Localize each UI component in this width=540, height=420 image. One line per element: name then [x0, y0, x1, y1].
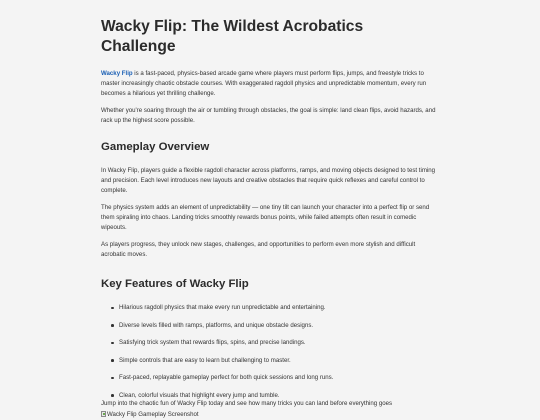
article-content — [101, 0, 439, 420]
page-title: Wacky Flip: The Wildest Acrobatics Challenge — [101, 18, 364, 55]
features-heading: Key Features of Wacky Flip — [101, 278, 249, 290]
broken-image-icon — [101, 411, 106, 417]
intro-paragraph-text: is a fast-paced, physics-based arcade game where players must perform flips, jumps, and freestyle tricks to master increasingly chaotic obstacle courses. With exaggerated ragdoll physics and unpredictable momentum, every run becomes a hilarious yet thrilling challenge. — [101, 70, 427, 97]
gameplay-paragraph-2: The physics system adds an element of unpredictability — one tiny tilt can launch your character into a perfect flip or send them spiraling into chaos. Landing tricks smoothly rewards bonus points, while failed attempts often result in comedic wipeouts. — [101, 204, 430, 231]
gameplay-screenshot-image — [101, 408, 439, 420]
brand-name-link[interactable]: Wacky Flip — [101, 70, 133, 77]
gameplay-paragraph-1: In Wacky Flip, players guide a flexible ragdoll character across platforms, ramps, and moving objects designed to test timing and precision. Each level introduces new layouts and creative obstacles that require quick reflexes and careful control to complete. — [101, 167, 436, 194]
list-item: Fast-paced, replayable gameplay perfect for both quick sessions and long runs. — [119, 373, 439, 383]
gameplay-heading: Gameplay Overview — [101, 141, 210, 153]
image-alt-text: Wacky Flip Gameplay Screenshot — [107, 410, 199, 418]
list-item: Clean, colorful visuals that highlight every jump and tumble. — [119, 391, 439, 401]
list-item: Satisfying trick system that rewards flips, spins, and precise landings. — [119, 338, 439, 348]
list-item: Hilarious ragdoll physics that make every run unpredictable and entertaining. — [119, 303, 439, 313]
closing-paragraph: Jump into the chaotic fun of Wacky Flip today and see how many tricks you can land before everything goes — [101, 400, 393, 407]
gameplay-paragraph-3: As players progress, they unlock new stages, challenges, and opportunities to perform even more stylish and difficult acrobatic moves. — [101, 241, 416, 258]
features-list — [101, 303, 439, 401]
intro-paragraph — [101, 69, 439, 99]
intro-paragraph-2: Whether you're soaring through the air or tumbling through obstacles, the goal is simple: land clean flips, avoid hazards, and rack up the highest score possible. — [101, 107, 436, 124]
list-item: Simple controls that are easy to learn but challenging to master. — [119, 356, 439, 366]
list-item: Diverse levels filled with ramps, platforms, and unique obstacle designs. — [119, 321, 439, 331]
